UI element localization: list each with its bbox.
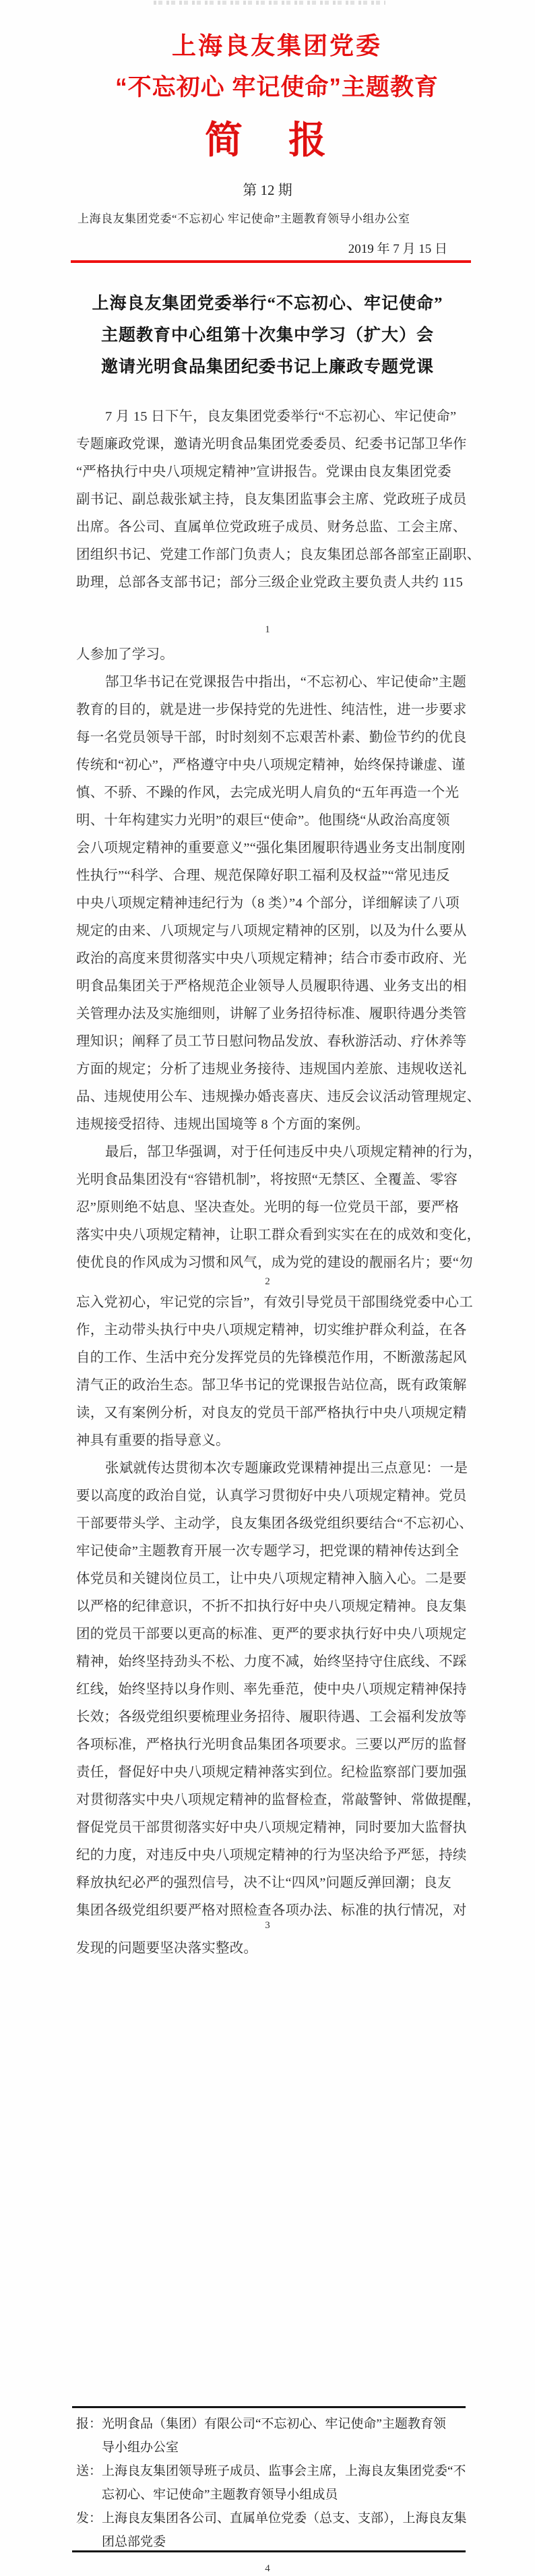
body-text-line: 专题廉政党课，邀请光明食品集团党委委员、纪委书记郜卫华作 — [76, 437, 467, 452]
body-text-line: 政治的高度来贯彻落实中央八项规定精神；结合市委市政府、光 — [76, 951, 467, 966]
footer-bottom-rule — [72, 2550, 466, 2552]
page-3 — [0, 1283, 535, 1929]
masthead-theme-line: “不忘初心 牢记使命”主题教育 — [115, 74, 439, 100]
body-text-line: 落实中央八项规定精神，让职工群众看到实实在在的成效和变化， — [76, 1228, 481, 1242]
body-text-line: 红线，始终坚持以身作则、率先垂范，使中央八项规定精神保持 — [76, 1682, 467, 1697]
body-text-line: 发现的问题要坚决落实整改。 — [76, 1941, 258, 1956]
body-text-line: 团的党员干部要以更高的标准、更严的要求执行好中央八项规定 — [76, 1627, 467, 1642]
body-text-page-2 — [76, 641, 482, 1277]
body-text-line: 品、违规使用公车、违规操办婚丧喜庆、违反会议活动管理规定、 — [76, 1089, 481, 1104]
article-title — [0, 288, 535, 383]
distribution-footer — [76, 2412, 467, 2554]
body-text-page-1 — [76, 403, 481, 597]
issuing-office: 上海良友集团党委“不忘初心 牢记使命”主题教育领导小组办公室 — [77, 212, 410, 225]
page-4 — [0, 1929, 535, 2576]
body-text-line: 自的工作、生活中充分发挥党员的先锋模范作用，不断激荡起风 — [76, 1350, 467, 1365]
body-text-line: 各项标准，严格执行光明食品集团各项要求。三要以严厉的监督 — [76, 1737, 467, 1752]
footer-distribution-line: 团总部党委 — [102, 2535, 166, 2549]
body-text-line: 每一名党员领导干部，时时刻刻不忘艰苦朴素、勤俭节约的优良 — [76, 730, 467, 745]
issue-date: 2019 年 7 月 15 日 — [348, 242, 447, 256]
body-text-line: 干部要带头学、主动学，良友集团各级党组织要结合“不忘初心、 — [76, 1516, 473, 1531]
body-text-line: 方面的规定；分析了违规业务接待、违规国内差旅、违规收送礼 — [76, 1062, 467, 1077]
body-text-line: 副书记、副总裁张斌主持，良友集团监事会主席、党政班子成员 — [76, 492, 467, 507]
body-text-line: 理知识；阐释了员工节日慰问物品发放、春秋游活动、疗休养等 — [76, 1034, 467, 1049]
body-text-line: 助理，总部各支部书记；部分三级企业党政主要负责人共约 115 — [76, 575, 464, 590]
body-text-line: 人参加了学习。 — [76, 647, 174, 662]
body-text-line: 最后，郜卫华强调，对于任何违反中央八项规定精神的行为， — [105, 1145, 482, 1160]
body-text-line: 要以高度的政治自觉，认真学习贯彻好中央八项规定精神。党员 — [76, 1489, 467, 1503]
body-text-line: 体党员和关键岗位员工，让中央八项规定精神入脑入心。二是要 — [76, 1571, 467, 1586]
body-text-line: 团组织书记、党建工作部门负责人；良友集团总部各部室正副职、 — [76, 547, 481, 562]
body-text-line: 责任，督促好中央八项规定精神落实到位。纪检监察部门要加强 — [76, 1765, 467, 1780]
body-text-line: 以严格的纪律意识，不折不扣执行好中央八项规定精神。良友集 — [76, 1599, 467, 1614]
footer-distribution-line: 送：上海良友集团领导班子成员、监事会主席，上海良友集团党委“不 — [76, 2464, 466, 2478]
article-title-line: 上海良友集团党委举行“不忘初心、牢记使命” — [92, 295, 443, 313]
masthead-divider-rule — [71, 260, 471, 263]
footer-distribution-line: 发：上海良友集团各公司、直属单位党委（总支、支部），上海良友集 — [76, 2511, 467, 2525]
body-text-line: 明、十年构建实力光明”的艰巨“使命”。他围绕“从政治高度领 — [76, 813, 450, 828]
issue-number: 第 12 期 — [243, 182, 292, 198]
page-number: 1 — [265, 624, 270, 635]
body-text-line: 张斌就传达贯彻本次专题廉政党课精神提出三点意见：一是 — [105, 1461, 468, 1476]
body-text-line: 性执行”“科学、合理、规范保障好职工福利及权益”“常见违反 — [76, 868, 450, 883]
article-title-line: 主题教育中心组第十次集中学习（扩大）会 — [100, 326, 434, 345]
article-title-line: 邀请光明食品集团纪委书记上廉政专题党课 — [100, 358, 434, 376]
body-text-line: 中央八项规定精神违纪行为（8 类）”4 个部分，详细解读了八项 — [76, 896, 460, 911]
body-text-line: 慎、不骄、不躁的作风，去完成光明人肩负的“五年再造一个光 — [76, 785, 460, 800]
page-number: 2 — [265, 1276, 270, 1287]
body-text-line: 使优良的作风成为习惯和风气，成为党的建设的靓丽名片；要“勿 — [76, 1255, 473, 1270]
footer-distribution-line: 导小组办公室 — [102, 2440, 179, 2455]
body-text-page-3 — [76, 1289, 481, 1925]
clipped-text-artifact — [154, 1, 385, 5]
body-text-line: 精神，始终坚持劲头不松、力度不减，始终坚持守住底线、不踩 — [76, 1654, 467, 1669]
body-text-line: 忍”原则绝不姑息、坚决查处。光明的每一位党员干部，要严格 — [76, 1200, 460, 1215]
body-text-line: 忘入党初心，牢记党的宗旨”，有效引导党员干部围绕党委中心工 — [76, 1295, 473, 1310]
body-text-line: 集团各级党组织要严格对照检查各项办法、标准的执行情况，对 — [76, 1903, 467, 1918]
page-2 — [0, 639, 535, 1287]
footer-top-rule — [72, 2406, 466, 2408]
body-text-line: 传统和“初心”，严格遵守中央八项规定精神，始终保持谦虚、谨 — [76, 758, 466, 773]
masthead-org-name: 上海良友集团党委 — [171, 32, 382, 59]
body-text-line: 关管理办法及实施细则，讲解了业务招待标准、履职待遇分类管 — [76, 1007, 467, 1021]
body-text-line: “严格执行中央八项规定精神”宣讲报告。党课由良友集团党委 — [76, 465, 451, 479]
body-text-line: 督促党员干部贯彻落实好中央八项规定精神，同时要加大监督执 — [76, 1820, 467, 1835]
body-text-line: 神具有重要的指导意义。 — [76, 1433, 230, 1448]
page-number: 4 — [265, 2563, 270, 2574]
footer-distribution-line: 忘初心、牢记使命”主题教育领导小组成员 — [102, 2488, 338, 2502]
page-number: 3 — [265, 1920, 270, 1931]
body-text-line: 教育的目的，就是进一步保持党的先进性、纯洁性，进一步要求 — [76, 702, 467, 717]
body-text-line: 作，主动带头执行中央八项规定精神，切实维护群众利益，在各 — [76, 1323, 467, 1338]
body-text-line: 光明食品集团没有“容错机制”，将按照“无禁区、全覆盖、零容 — [76, 1172, 458, 1187]
body-text-line: 牢记使命”主题教育开展一次专题学习，把党课的精神传达到全 — [76, 1544, 460, 1559]
body-text-line: 清气正的政治生态。郜卫华书记的党课报告站位高，既有政策解 — [76, 1378, 467, 1393]
page-1 — [0, 0, 535, 639]
body-text-line: 郜卫华书记在党课报告中指出，“不忘初心、牢记使命”主题 — [105, 675, 467, 690]
body-text-line: 7 月 15 日下午，良友集团党委举行“不忘初心、牢记使命” — [105, 409, 457, 424]
footer-distribution-line: 报：光明食品（集团）有限公司“不忘初心、牢记使命”主题教育领 — [76, 2417, 446, 2431]
body-text-page-4 — [76, 1935, 467, 1963]
body-text-line: 违规接受招待、违规出国境等 8 个方面的案例。 — [76, 1117, 370, 1132]
body-text-line: 会八项规定精神的重要意义”“强化集团履职待遇业务支出制度刚 — [76, 841, 466, 856]
bulletin-title: 简 报 — [205, 120, 330, 162]
body-text-line: 规定的由来、八项规定与八项规定精神的区别，以及为什么要从 — [76, 924, 467, 938]
body-text-line: 明食品集团关于严格规范企业领导人员履职待遇、业务支出的相 — [76, 979, 467, 994]
body-text-line: 对贯彻落实中央八项规定精神的监督检查，常敲警钟、常做提醒， — [76, 1793, 481, 1807]
body-text-line: 释放执纪必严的强烈信号，决不让“四风”问题反弹回潮；良友 — [76, 1876, 451, 1890]
body-text-line: 出席。各公司、直属单位党政班子成员、财务总监、工会主席、 — [76, 520, 467, 535]
body-text-line: 纪的力度，对违反中央八项规定精神的行为坚决给予严惩，持续 — [76, 1848, 467, 1863]
body-text-line: 长效；各级党组织要梳理业务招待、履职待遇、工会福利发放等 — [76, 1710, 467, 1725]
body-text-line: 读，又有案例分析，对良友的党员干部严格执行中央八项规定精 — [76, 1406, 467, 1420]
